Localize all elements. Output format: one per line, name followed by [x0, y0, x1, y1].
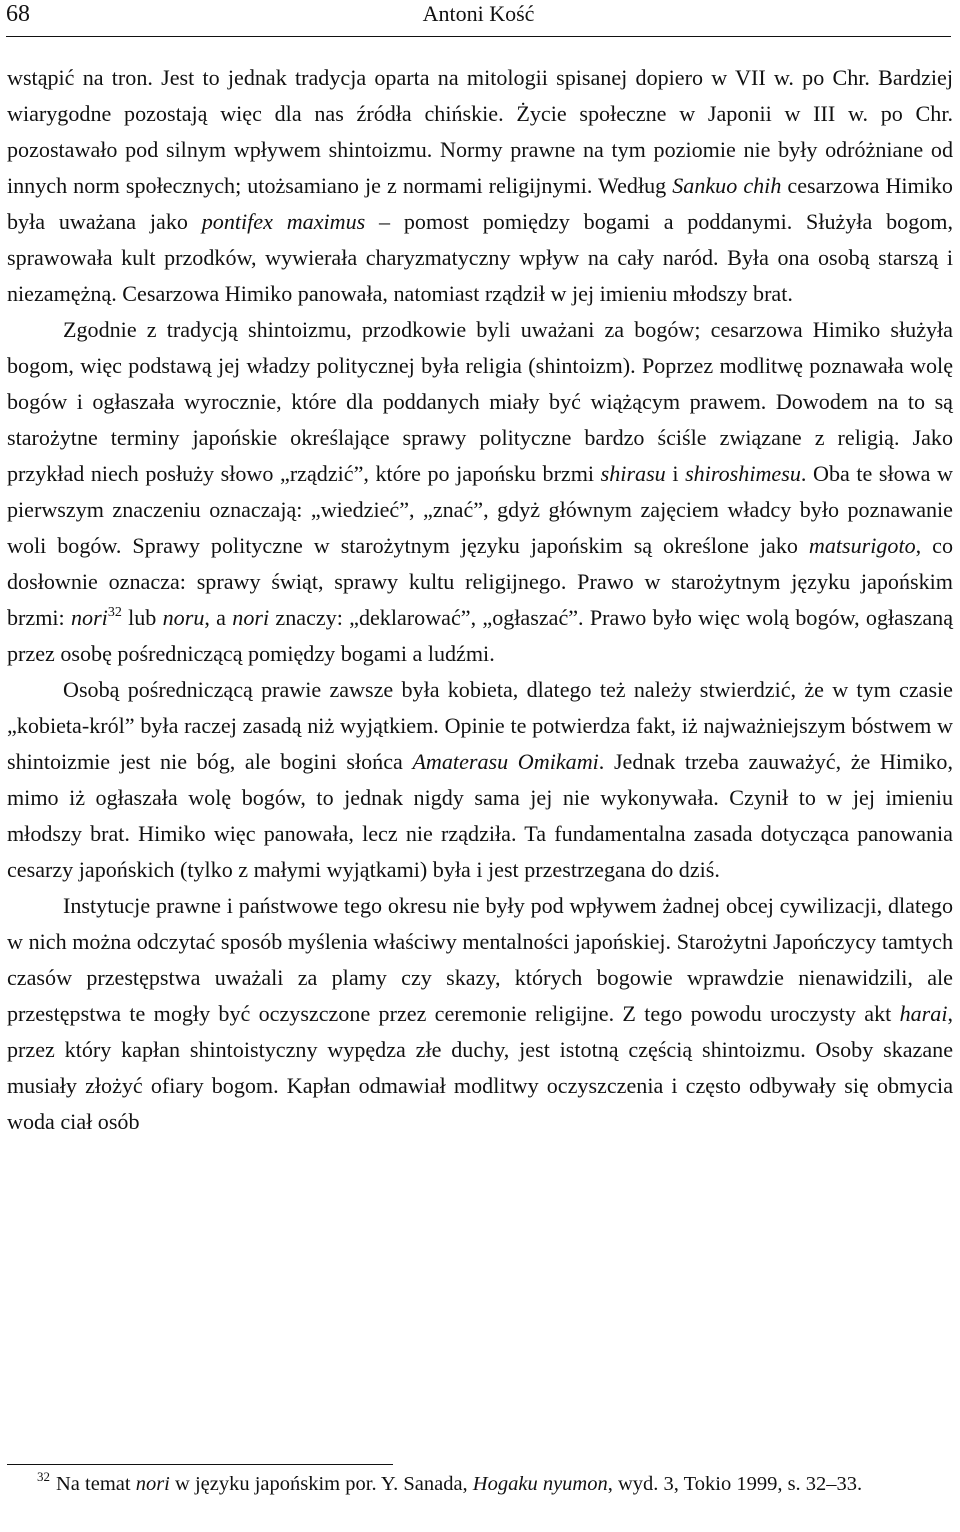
italic-term: nori	[135, 1473, 170, 1495]
italic-term: nori	[232, 605, 270, 630]
text-run: Osobą pośredniczącą prawie zawsze była kobieta, dlatego też należy stwierdzić, że w tym czasie „kobieta-król” była raczej zasadą niż wyjątkiem. Opinie te potwierdza fakt, iż najważniejszym bóstwem w shintoizmie jest nie bóg, ale bogini słońca	[7, 677, 953, 774]
paragraph	[7, 888, 953, 1140]
footnote-ref: 32	[107, 605, 122, 620]
text-run: wstąpić na tron. Jest to jednak tradycja oparta na mitologii spisanej dopiero w VII w. po Chr. Bardziej wiarygodne pozostają więc dla nas źródła chińskie. Życie społeczne w Japonii w III w. po Chr. pozostawało pod silnym wpływem shintoizmu. Normy prawne na tym poziomie nie były odróżniane od innych norm społecznych; utożsamiano je z normami religijnymi. Według	[7, 65, 953, 198]
footnote	[7, 1470, 953, 1499]
text-run: , a	[204, 605, 233, 630]
italic-term: matsurigoto	[808, 533, 916, 558]
footnote-number: 32	[37, 1469, 50, 1484]
text-run: lub	[121, 605, 163, 630]
text-run: Na temat	[56, 1473, 136, 1495]
body-text	[7, 60, 953, 1140]
text-run: i	[665, 461, 686, 486]
paragraph	[7, 312, 953, 672]
text-run: . Oba te słowa w pierwszym znaczeniu oznaczają: „wiedzieć”, „znać”, gdyż głównym zajęciem władcy było poznawanie woli bogów. Sprawy polityczne w starożytnym języku japońskim są określone jako	[7, 461, 954, 558]
paragraph	[7, 672, 953, 888]
text-run: w języku japońskim por. Y. Sanada,	[169, 1473, 473, 1495]
text-run: znaczy: „deklarować”, „ogłaszać”. Prawo było więc wolą bogów, ogłaszaną przez osobę pośredniczącą pomiędzy bogami a ludźmi.	[7, 605, 954, 666]
italic-term: noru	[162, 605, 205, 630]
text-run: – pomost pomiędzy bogami a poddanymi. Służyła bogom, sprawowała kult przodków, wywierała charyzmatyczny wpływ na cały naród. Była ona osobą starszą i niezamężną. Cesarzowa Himiko panowała, natomiast rządził w jej imieniu młodszy brat.	[7, 209, 953, 306]
text-run: , co dosłownie oznacza: sprawy świąt, sprawy kultu religijnego. Prawo w starożytnym języku japońskim brzmi:	[7, 533, 953, 630]
italic-term: shirasu	[600, 461, 666, 486]
running-header	[6, 0, 951, 37]
text-run: cesarzowa Himiko była uważana jako	[7, 173, 953, 234]
text-run: , przez który kapłan shintoistyczny wypędza złe duchy, jest istotną częścią shintoizmu. Osoby skazane musiały złożyć ofiary bogom. Kapłan odmawiał modlitwy oczyszczenia i często odbywały się obmycia woda ciał osób	[7, 1001, 953, 1134]
footnote-text	[56, 1473, 862, 1495]
italic-term: harai	[899, 1001, 948, 1026]
italic-term: Amaterasu Omikami	[412, 749, 599, 774]
italic-term: pontifex maximus	[201, 209, 366, 234]
text-run: . Jednak trzeba zauważyć, że Himiko, mimo iż ogłaszała wolę bogów, to jednak nigdy sama jej nie wykonywała. Czynił to w jej imieniu młodszy brat. Himiko więc panowała, lecz nie rządziła. Ta fundamentalna zasada dotycząca panowania cesarzy japońskich (tylko z małymi wyjątkami) była i jest przestrzegana do dziś.	[7, 749, 953, 882]
footnote-separator	[7, 1464, 393, 1465]
text-run: , wyd. 3, Tokio 1999, s. 32–33.	[607, 1473, 863, 1495]
italic-term: shiroshimesu	[685, 461, 801, 486]
page-number: 68	[6, 1, 30, 27]
paragraph	[7, 60, 953, 312]
italic-term: Hogaku nyumon	[472, 1473, 608, 1495]
italic-term: Sankuo chih	[672, 173, 782, 198]
text-run: Instytucje prawne i państwowe tego okresu nie były pod wpływem żadnej obcej cywilizacji, dlatego w nich można odczytać sposób myślenia właściwy mentalności japońskiej. Starożytni Japończycy tamtych czasów przestępstwa uważali za plamy czy skazy, których bogowie wprawdzie nienawidzili, ale przestępstwa te mogły być oczyszczone przez ceremonie religijne. Z tego powodu uroczysty akt	[7, 893, 953, 1026]
running-title: Antoni Kość	[422, 1, 535, 26]
text-run: Zgodnie z tradycją shintoizmu, przodkowie byli uważani za bogów; cesarzowa Himiko służyła bogom, więc podstawą jej władzy politycznej była religia (shintoizm). Poprzez modlitwę poznawała wolę bogów i ogłaszała wyrocznie, które dla poddanych miały być wiążącym prawem. Dowodem na to są starożytne terminy japońskie określające sprawy polityczne bardzo ściśle związane z religią. Jako przykład niech posłuży słowo „rządzić”, które po japońsku brzmi	[7, 317, 953, 486]
italic-term: nori	[70, 605, 108, 630]
